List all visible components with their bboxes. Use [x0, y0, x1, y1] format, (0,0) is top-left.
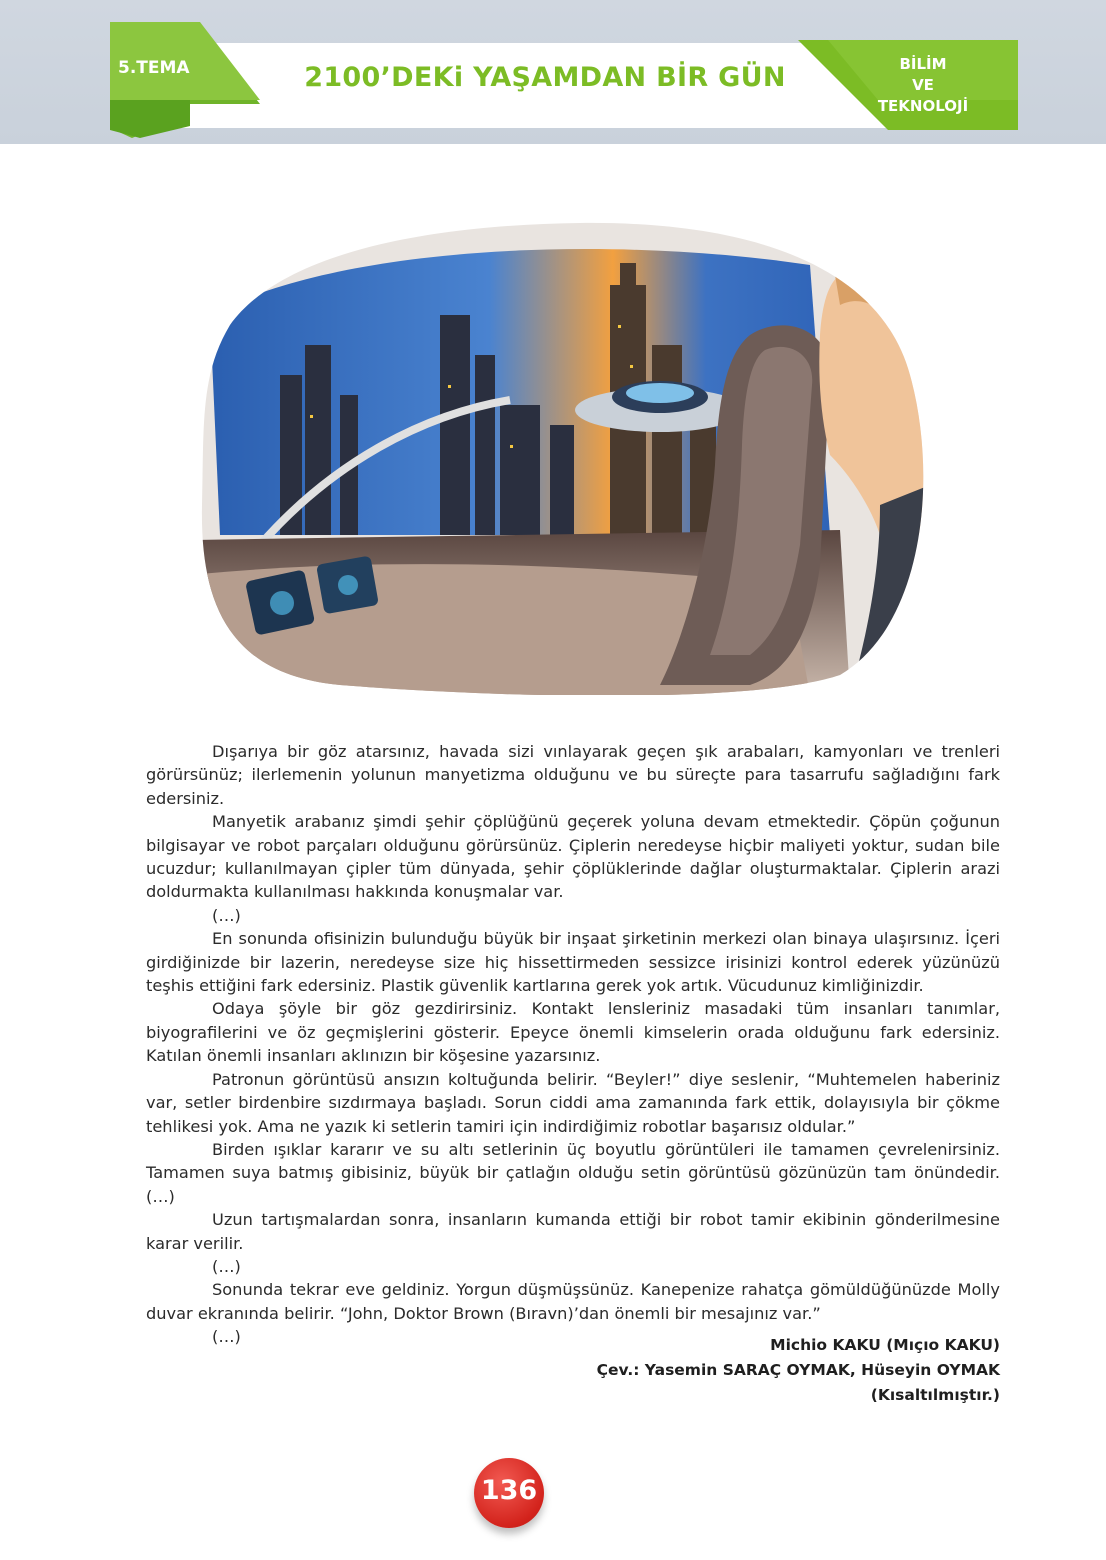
page-number: 136: [480, 1475, 538, 1506]
paragraph-6: Birden ışıklar kararır ve su altı setlerinin üç boyutlu görüntüleri ile tamamen çevrelenirsiniz. Tamamen suya batmış gibisiniz, büyük bir çatlağın olduğu setin görüntüsü gözünüzün tam önündedir. (…): [146, 1139, 1000, 1206]
translators: Çev.: Yasemin SARAÇ OYMAK, Hüseyin OYMAK: [596, 1361, 1000, 1379]
theme-label: 5.TEMA: [118, 58, 190, 78]
paragraph-2: Manyetik arabanız şimdi şehir çöplüğünü geçerek yoluna devam etmektedir. Çöpün çoğunun bilgisayar ve robot parçaları olduğunu görürsünüz. Çiplerin neredeyse hiçbir maliyeti yoktur, sudan bile ucuzdur; kullanılmayan çipler tüm dünyada, şehir çöplüklerinde dağlar oluşturmaktalar. Çiplerin arazi doldurmakta kullanılması hakkında konuşmalar var.: [146, 812, 1000, 902]
paragraph-1: Dışarıya bir göz atarsınız, havada sizi vınlayarak geçen şık arabaları, kamyonları ve trenleri görürsünüz; ilerlemenin yolunun manyetizma olduğunu ve bu süreçte para tasarrufu sağladığını fark edersiniz.: [146, 742, 1000, 808]
topic-line-2: VE: [912, 76, 934, 94]
ellipsis-2: (…): [212, 1256, 241, 1276]
author: Michio KAKU (Mıçıo KAKU): [770, 1336, 1000, 1354]
ellipsis-1: (…): [212, 905, 241, 925]
topic-label: [858, 54, 988, 117]
paragraph-8: Sonunda tekrar eve geldiniz. Yorgun düşmüşsünüz. Kanepenize rahatça gömüldüğünüzde Molly duvar ekranında belirir. “John, Doktor Brown (Bıravn)’dan önemli bir mesajınız var.”: [146, 1280, 1000, 1323]
page-title: 2100’DEKi YAŞAMDAN BİR GÜN: [304, 62, 786, 93]
page-number-badge: [474, 1458, 544, 1528]
topic-line-1: BİLİM: [899, 55, 947, 73]
paragraph-4: Odaya şöyle bir göz gezdirirsiniz. Kontakt lensleriniz masadaki tüm insanları tanımlar, biyografilerini ve öz geçmişlerini gösterir. Epeyce önemli kimselerin orada olduğunu fark edersiniz. Katılan önemli insanları aklınızın bir köşesine yazarsınız.: [146, 999, 1000, 1066]
article-body: [146, 740, 1000, 1349]
credits: [597, 1333, 1000, 1408]
abridged-note: (Kısaltılmıştır.): [870, 1386, 1000, 1404]
paragraph-7: Uzun tartışmalardan sonra, insanların kumanda ettiği bir robot tamir ekibinin gönderilmesine karar verilir.: [146, 1210, 1000, 1253]
futuristic-car-illustration: [190, 205, 930, 695]
ellipsis-3: (…): [212, 1327, 241, 1347]
topic-line-3: TEKNOLOJİ: [877, 97, 969, 115]
paragraph-3: En sonunda ofisinizin bulunduğu büyük bir inşaat şirketinin merkezi olan binaya ulaşırsınız. İçeri girdiğinizde bir lazerin, neredeyse size hiç hissettirmeden sessizce irisinizi kontrol ederek yüzünüzü teşhis ettiğini fark edersiniz. Plastik güvenlik kartlarına gerek yok artık. Vücudunuz kimliğinizdir.: [146, 929, 1000, 996]
paragraph-5: Patronun görüntüsü ansızın koltuğunda belirir. “Beyler!” diye seslenir, “Muhtemelen haberiniz var, setler birdenbire sızdırmaya başladı. Sorun ciddi ama zamanında fark ettik, dolayısıyla bir çökme tehlikesi yok. Ama ne yazık ki setlerin tamiri için indirdiğimiz robotlar başarısız oldular.”: [146, 1069, 1000, 1136]
